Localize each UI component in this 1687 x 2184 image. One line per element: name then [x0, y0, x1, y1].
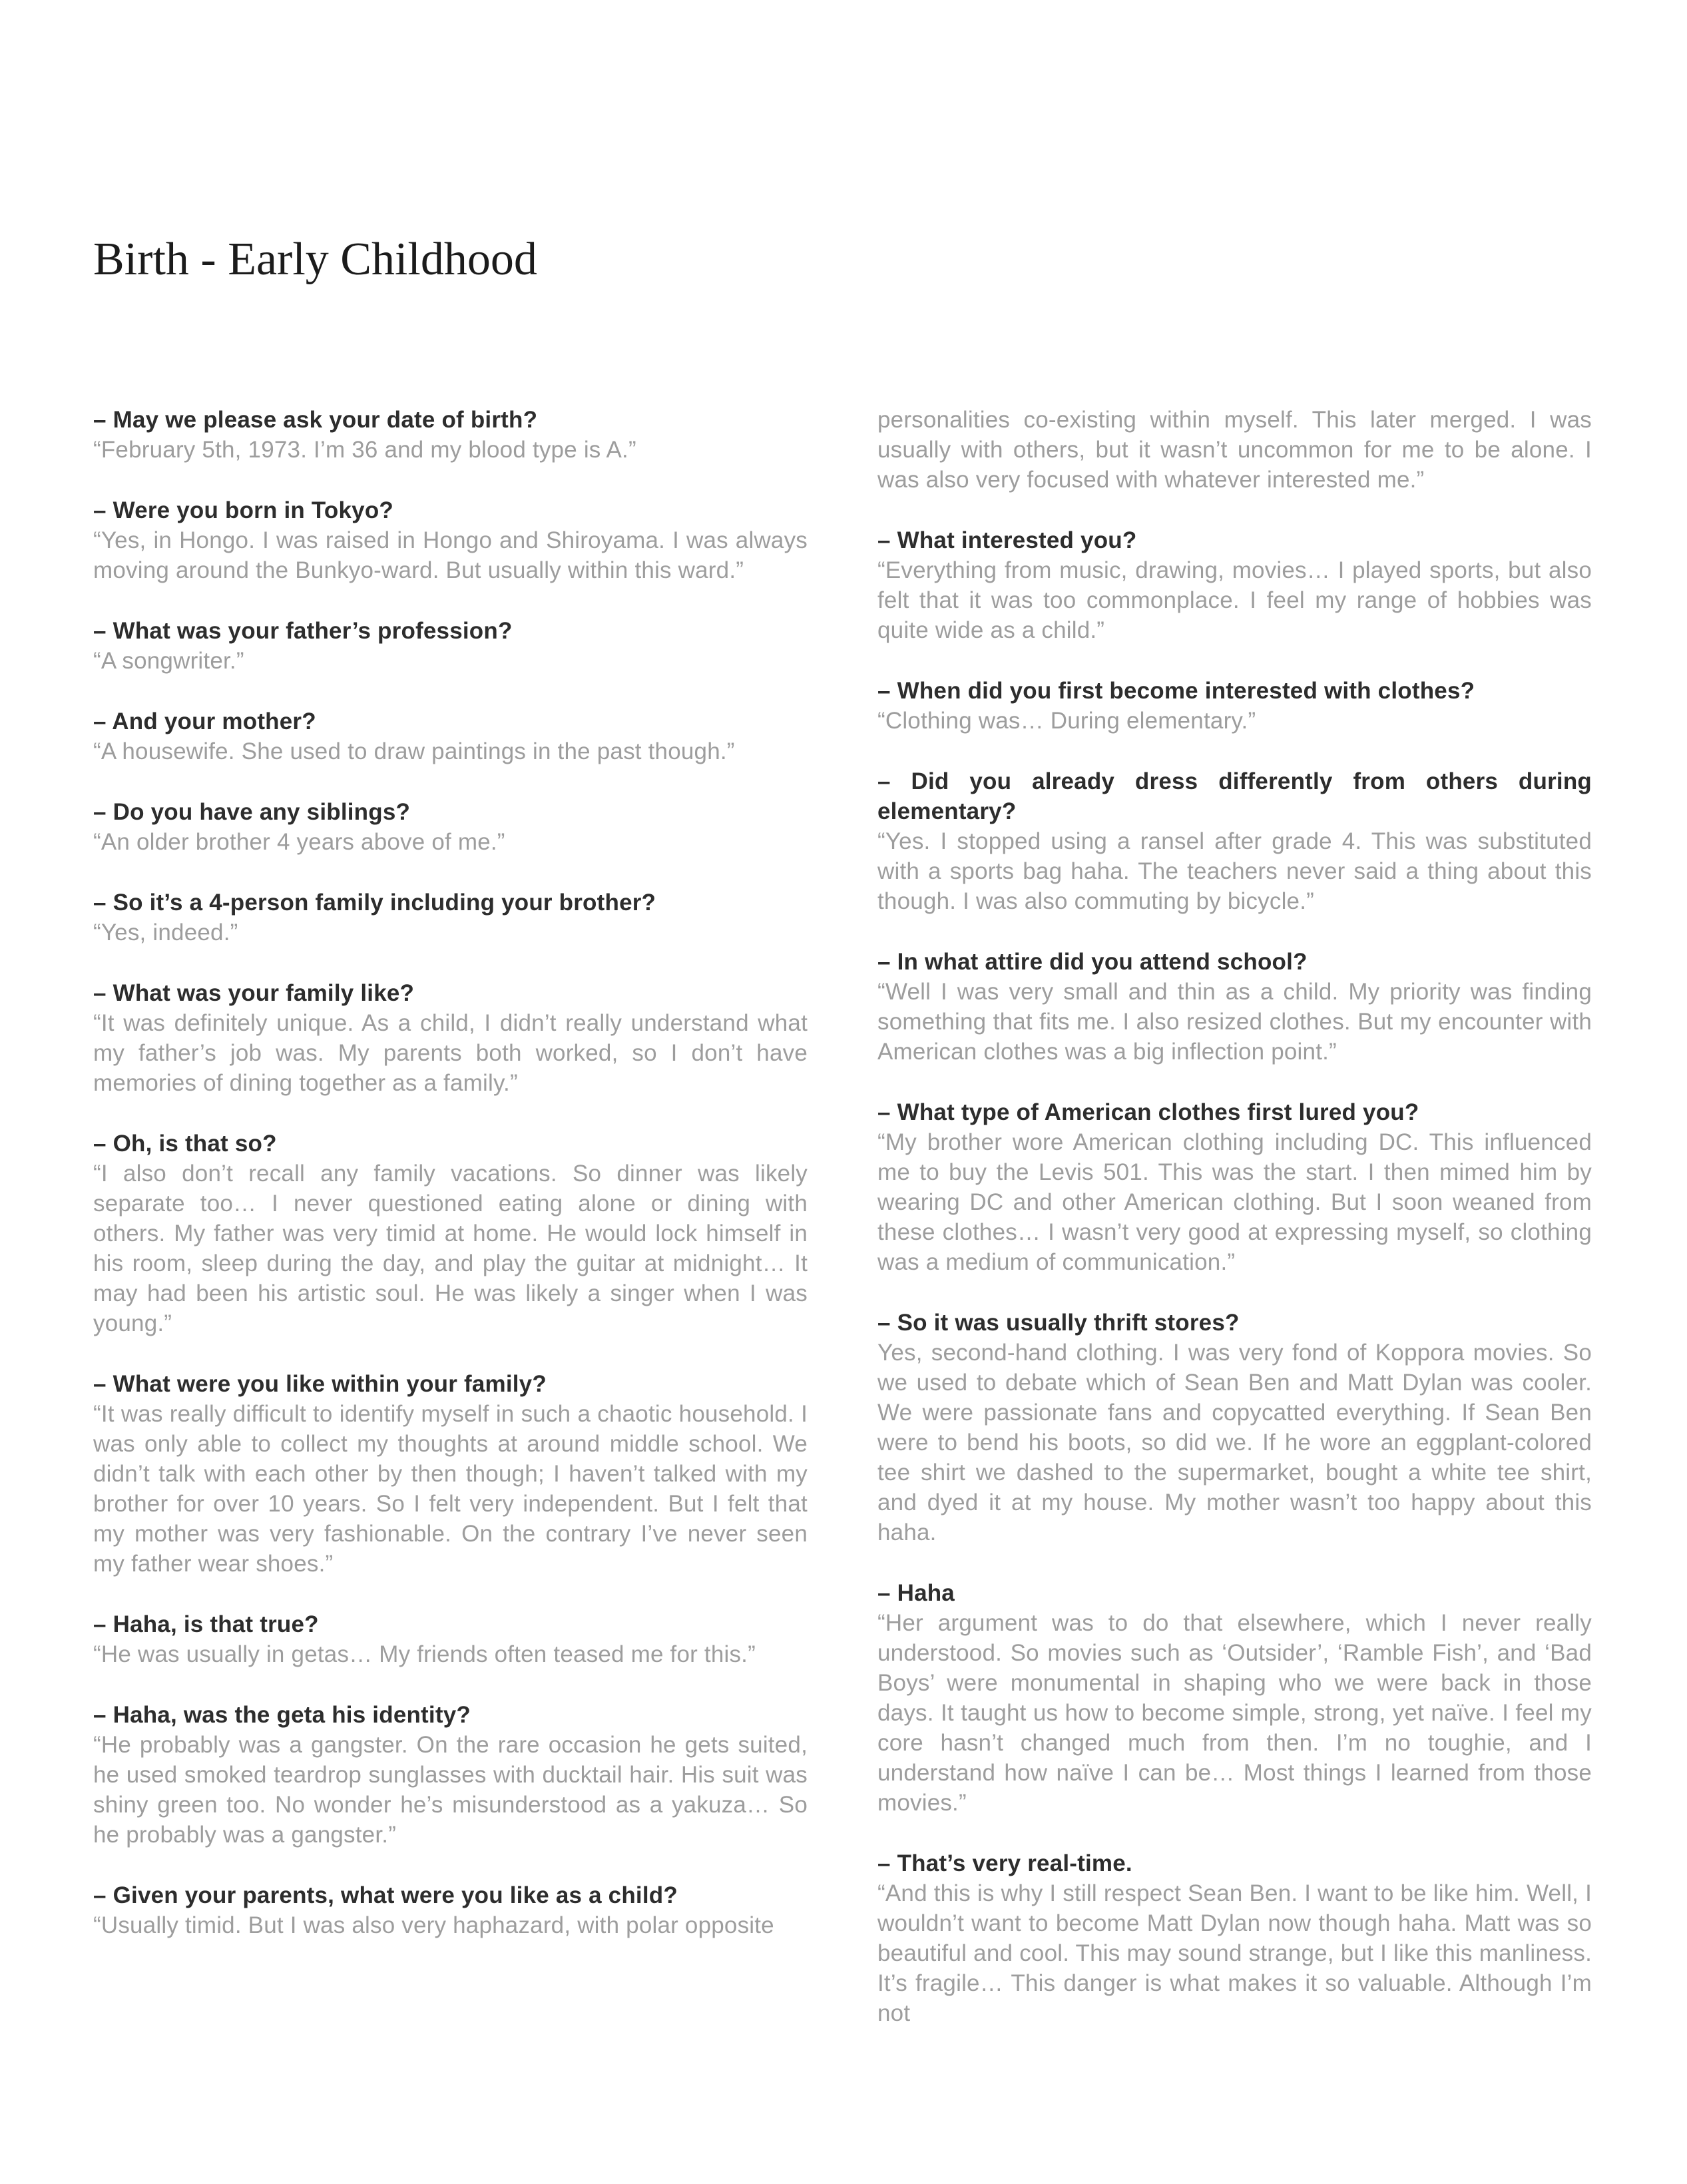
interview-question: – What was your family like?	[93, 980, 415, 1006]
qa-block	[877, 947, 1592, 1067]
qa-block	[877, 1578, 1592, 1818]
page-title: Birth - Early Childhood	[93, 234, 537, 285]
qa-block	[877, 676, 1592, 736]
interview-answer: “Yes, in Hongo. I was raised in Hongo and Shiroyama. I was always moving around the Bunkyo-ward. But usually within this ward.”	[93, 527, 808, 583]
qa-block	[93, 706, 808, 766]
qa-block	[93, 888, 808, 948]
interview-answer: “Clothing was… During elementary.”	[877, 708, 1256, 734]
interview-question: – Were you born in Tokyo?	[93, 497, 393, 523]
interview-question: – So it’s a 4-person family including your brother?	[93, 890, 656, 916]
interview-answer: “An older brother 4 years above of me.”	[93, 829, 505, 855]
qa-block	[93, 1880, 808, 1940]
qa-block	[93, 1129, 808, 1338]
interview-question: – Did you already dress differently from others during elementary?	[877, 768, 1592, 824]
interview-answer: “It was definitely unique. As a child, I didn’t really understand what my father’s job was. My parents both worked, so I don’t have memories of dining together as a family.”	[93, 1010, 808, 1096]
interview-answer: “He was usually in getas… My friends often teased me for this.”	[93, 1641, 756, 1667]
interview-answer: “It was really difficult to identify myself in such a chaotic household. I was only able to collect my thoughts at around middle school. We didn’t talk with each other by then though; I haven’t talked with my brother for over 10 years. So I felt very independent. But I felt that my mother was very fashionable. On the contrary I’ve never seen my father wear shoes.”	[93, 1401, 808, 1577]
interview-question: – Haha, was the geta his identity?	[93, 1702, 471, 1728]
interview-answer: “Yes, indeed.”	[93, 920, 238, 946]
interview-question: – What type of American clothes first lured you?	[877, 1099, 1419, 1125]
interview-question: – Do you have any siblings?	[93, 799, 411, 825]
qa-block	[877, 1097, 1592, 1277]
interview-answer: “Everything from music, drawing, movies… I played sports, but also felt that it was too commonplace. I feel my range of hobbies was quite wide as a child.”	[877, 557, 1592, 643]
qa-block	[877, 525, 1592, 645]
qa-block	[93, 1609, 808, 1669]
interview-answer: Yes, second-hand clothing. I was very fond of Koppora movies. So we used to debate which of Sean Ben and Matt Dylan was cooler. We were passionate fans and copycatted everything. If Sean Ben were to bend his boots, so did we. If he wore an eggplant-colored tee shirt we dashed to the supermarket, bought a white tee shirt, and dyed it at my house. My mother wasn’t too happy about this haha.	[877, 1340, 1592, 1545]
interview-answer: “I also don’t recall any family vacations. So dinner was likely separate too… I never questioned eating alone or dining with others. My father was very timid at home. He would lock himself in his room, sleep during the day, and play the guitar at midnight… It may had been his artistic soul. He was likely a singer when I was young.”	[93, 1161, 808, 1336]
interview-question: – What interested you?	[877, 527, 1137, 553]
interview-question: – And your mother?	[93, 708, 316, 734]
interview-question: – Given your parents, what were you like as a child?	[93, 1882, 678, 1908]
qa-block	[93, 405, 808, 465]
interview-column-right	[877, 405, 1592, 2028]
interview-column-left	[93, 405, 808, 1940]
interview-question: – So it was usually thrift stores?	[877, 1310, 1240, 1336]
interview-question: – Haha	[877, 1580, 955, 1606]
qa-block	[93, 1369, 808, 1579]
qa-block	[93, 616, 808, 676]
qa-block	[93, 1700, 808, 1850]
interview-answer: personalities co-existing within myself. This later merged. I was usually with others, but it wasn’t uncommon for me to be alone. I was also very focused with whatever interested me.”	[877, 407, 1592, 493]
interview-question: – What was your father’s profession?	[93, 618, 513, 644]
interview-question: – Haha, is that true?	[93, 1611, 319, 1637]
interview-answer: “Usually timid. But I was also very haphazard, with polar opposite	[93, 1912, 774, 1938]
qa-block	[93, 978, 808, 1098]
qa-block	[877, 1308, 1592, 1547]
qa-block	[93, 495, 808, 585]
interview-answer: “Well I was very small and thin as a child. My priority was finding something that fits me. I also resized clothes. But my encounter with American clothes was a big inflection point.”	[877, 979, 1592, 1065]
interview-answer: “Her argument was to do that elsewhere, which I never really understood. So movies such as ‘Outsider’, ‘Ramble Fish’, and ‘Bad Boys’ were monumental in shaping who we were back in those days. It taught us how to become simple, strong, yet naïve. I feel my core hasn’t changed much from then. I’m no toughie, and I understand how naïve I can be… Most things I learned from those movies.”	[877, 1610, 1592, 1816]
interview-question: – May we please ask your date of birth?	[93, 407, 538, 433]
qa-block	[877, 405, 1592, 495]
interview-answer: “My brother wore American clothing including DC. This influenced me to buy the Levis 501. This was the start. I then mimed him by wearing DC and other American clothing. But I soon weaned from these clothes… I wasn’t very good at expressing myself, so clothing was a medium of communication.”	[877, 1129, 1592, 1275]
qa-block	[877, 766, 1592, 916]
interview-question: – When did you first become interested with clothes?	[877, 678, 1475, 704]
interview-answer: “A songwriter.”	[93, 648, 244, 674]
qa-block	[93, 797, 808, 857]
qa-block	[877, 1848, 1592, 2028]
interview-question: – In what attire did you attend school?	[877, 949, 1308, 975]
interview-answer: “And this is why I still respect Sean Ben. I want to be like him. Well, I wouldn’t want to become Matt Dylan now though haha. Matt was so beautiful and cool. This may sound strange, but I like this manliness. It’s fragile… This danger is what makes it so valuable. Although I’m not	[877, 1880, 1592, 2026]
interview-answer: “February 5th, 1973. I’m 36 and my blood type is A.”	[93, 437, 636, 463]
interview-answer: “He probably was a gangster. On the rare occasion he gets suited, he used smoked teardrop sunglasses with ducktail hair. His suit was shiny green too. No wonder he’s misunderstood as a yakuza… So he probably was a gangster.”	[93, 1732, 808, 1848]
interview-question: – What were you like within your family?	[93, 1371, 547, 1397]
interview-answer: “Yes. I stopped using a ransel after grade 4. This was substituted with a sports bag haha. The teachers never said a thing about this though. I was also commuting by bicycle.”	[877, 828, 1592, 914]
two-column-layout	[93, 405, 1594, 2028]
interview-question: – That’s very real-time.	[877, 1850, 1132, 1876]
interview-question: – Oh, is that so?	[93, 1131, 277, 1157]
interview-answer: “A housewife. She used to draw paintings in the past though.”	[93, 738, 735, 764]
